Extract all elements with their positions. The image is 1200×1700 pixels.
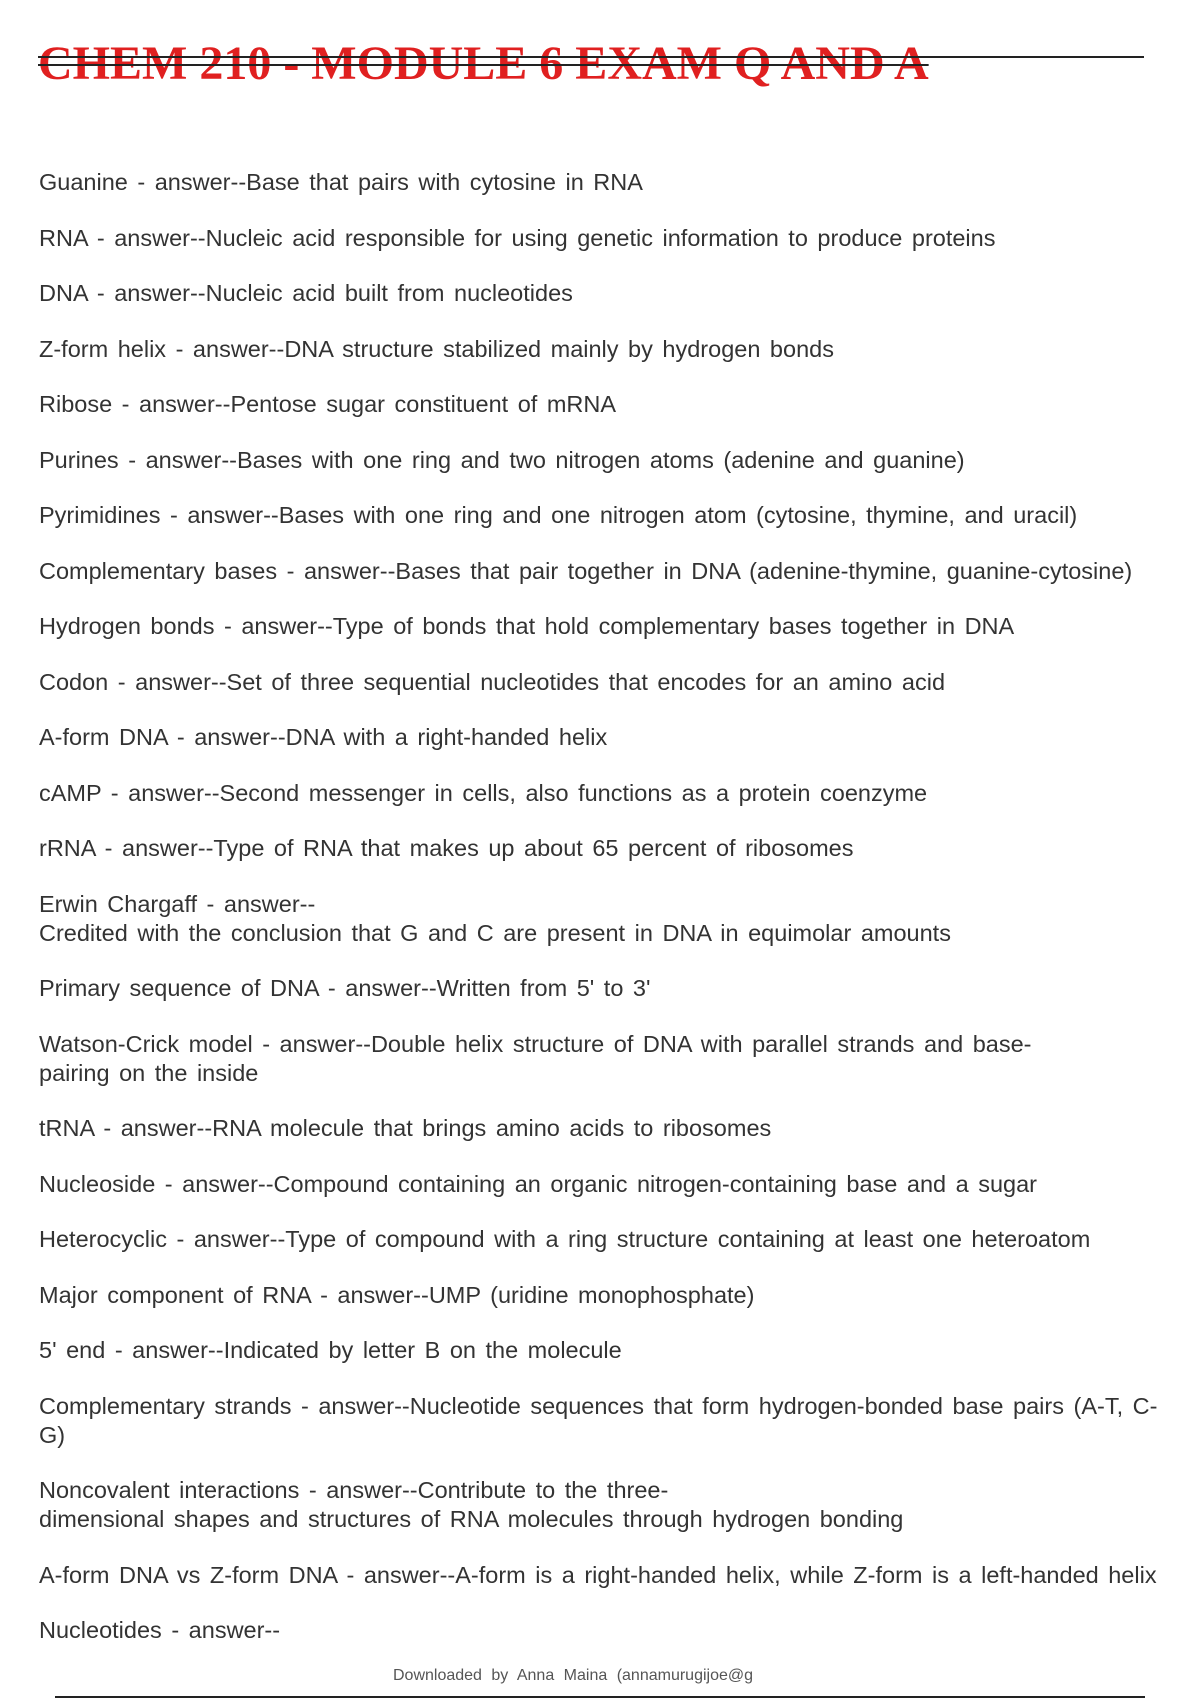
qa-item: Watson-Crick model - answer--Double helix structure of DNA with parallel strands and base- pairing on the inside [39,1030,1032,1086]
qa-item: Noncovalent interactions - answer--Contribute to the three- dimensional shapes and structures of RNA molecules through hydrogen bonding [39,1477,904,1532]
qa-item: Nucleotides - answer-- [39,1617,281,1643]
qa-item: Complementary bases - answer--Bases that pair together in DNA (adenine-thymine, guanine-cytosine) [39,557,1133,584]
qa-item: A-form DNA - answer--DNA with a right-handed helix [39,724,608,750]
qa-item: RNA - answer--Nucleic acid responsible for using genetic information to produce proteins [39,224,996,251]
qa-item: DNA - answer--Nucleic acid built from nucleotides [39,280,573,306]
qa-item: Complementary strands - answer--Nucleotide sequences that form hydrogen-bonded base pairs (A-T, C- G) [39,1392,1158,1448]
qa-item: Erwin Chargaff - answer-- Credited with the conclusion that G and C are present in DNA in equimolar amounts [39,890,951,946]
qa-item: A-form DNA vs Z-form DNA - answer--A-form is a right-handed helix, while Z-form is a left-handed helix [39,1561,1157,1588]
qa-item: Major component of RNA - answer--UMP (uridine monophosphate) [39,1281,755,1308]
qa-item: Hydrogen bonds - answer--Type of bonds that hold complementary bases together in DNA [39,613,1015,639]
qa-item: Ribose - answer--Pentose sugar constituent of mRNA [39,391,617,417]
qa-item: tRNA - answer--RNA molecule that brings amino acids to ribosomes [39,1115,772,1141]
qa-list [39,168,1189,1672]
qa-item: Purines - answer--Bases with one ring and two nitrogen atoms (adenine and guanine) [39,446,965,473]
qa-item: Primary sequence of DNA - answer--Written from 5' to 3' [39,975,651,1001]
qa-item: Heterocyclic - answer--Type of compound with a ring structure containing at least one heteroatom [39,1226,1091,1252]
qa-item: Z-form helix - answer--DNA structure stabilized mainly by hydrogen bonds [39,335,834,362]
qa-item: Nucleoside - answer--Compound containing an organic nitrogen-containing base and a sugar [39,1170,1038,1197]
qa-item: 5' end - answer--Indicated by letter B on the molecule [39,1337,622,1363]
qa-item: Pyrimidines - answer--Bases with one ring and one nitrogen atom (cytosine, thymine, and uracil) [39,502,1078,528]
page-title: CHEM 210 - MODULE 6 EXAM Q AND A [38,37,929,90]
qa-item: rRNA - answer--Type of RNA that makes up about 65 percent of ribosomes [39,835,854,861]
qa-item: Codon - answer--Set of three sequential nucleotides that encodes for an amino acid [39,668,946,695]
qa-item: Guanine - answer--Base that pairs with cytosine in RNA [39,169,643,195]
qa-item: cAMP - answer--Second messenger in cells, also functions as a protein coenzyme [39,779,928,806]
footer-rule [55,1696,1145,1698]
download-footer: Downloaded by Anna Maina (annamurugijoe@g [393,1667,754,1684]
title-rule [38,56,1144,58]
